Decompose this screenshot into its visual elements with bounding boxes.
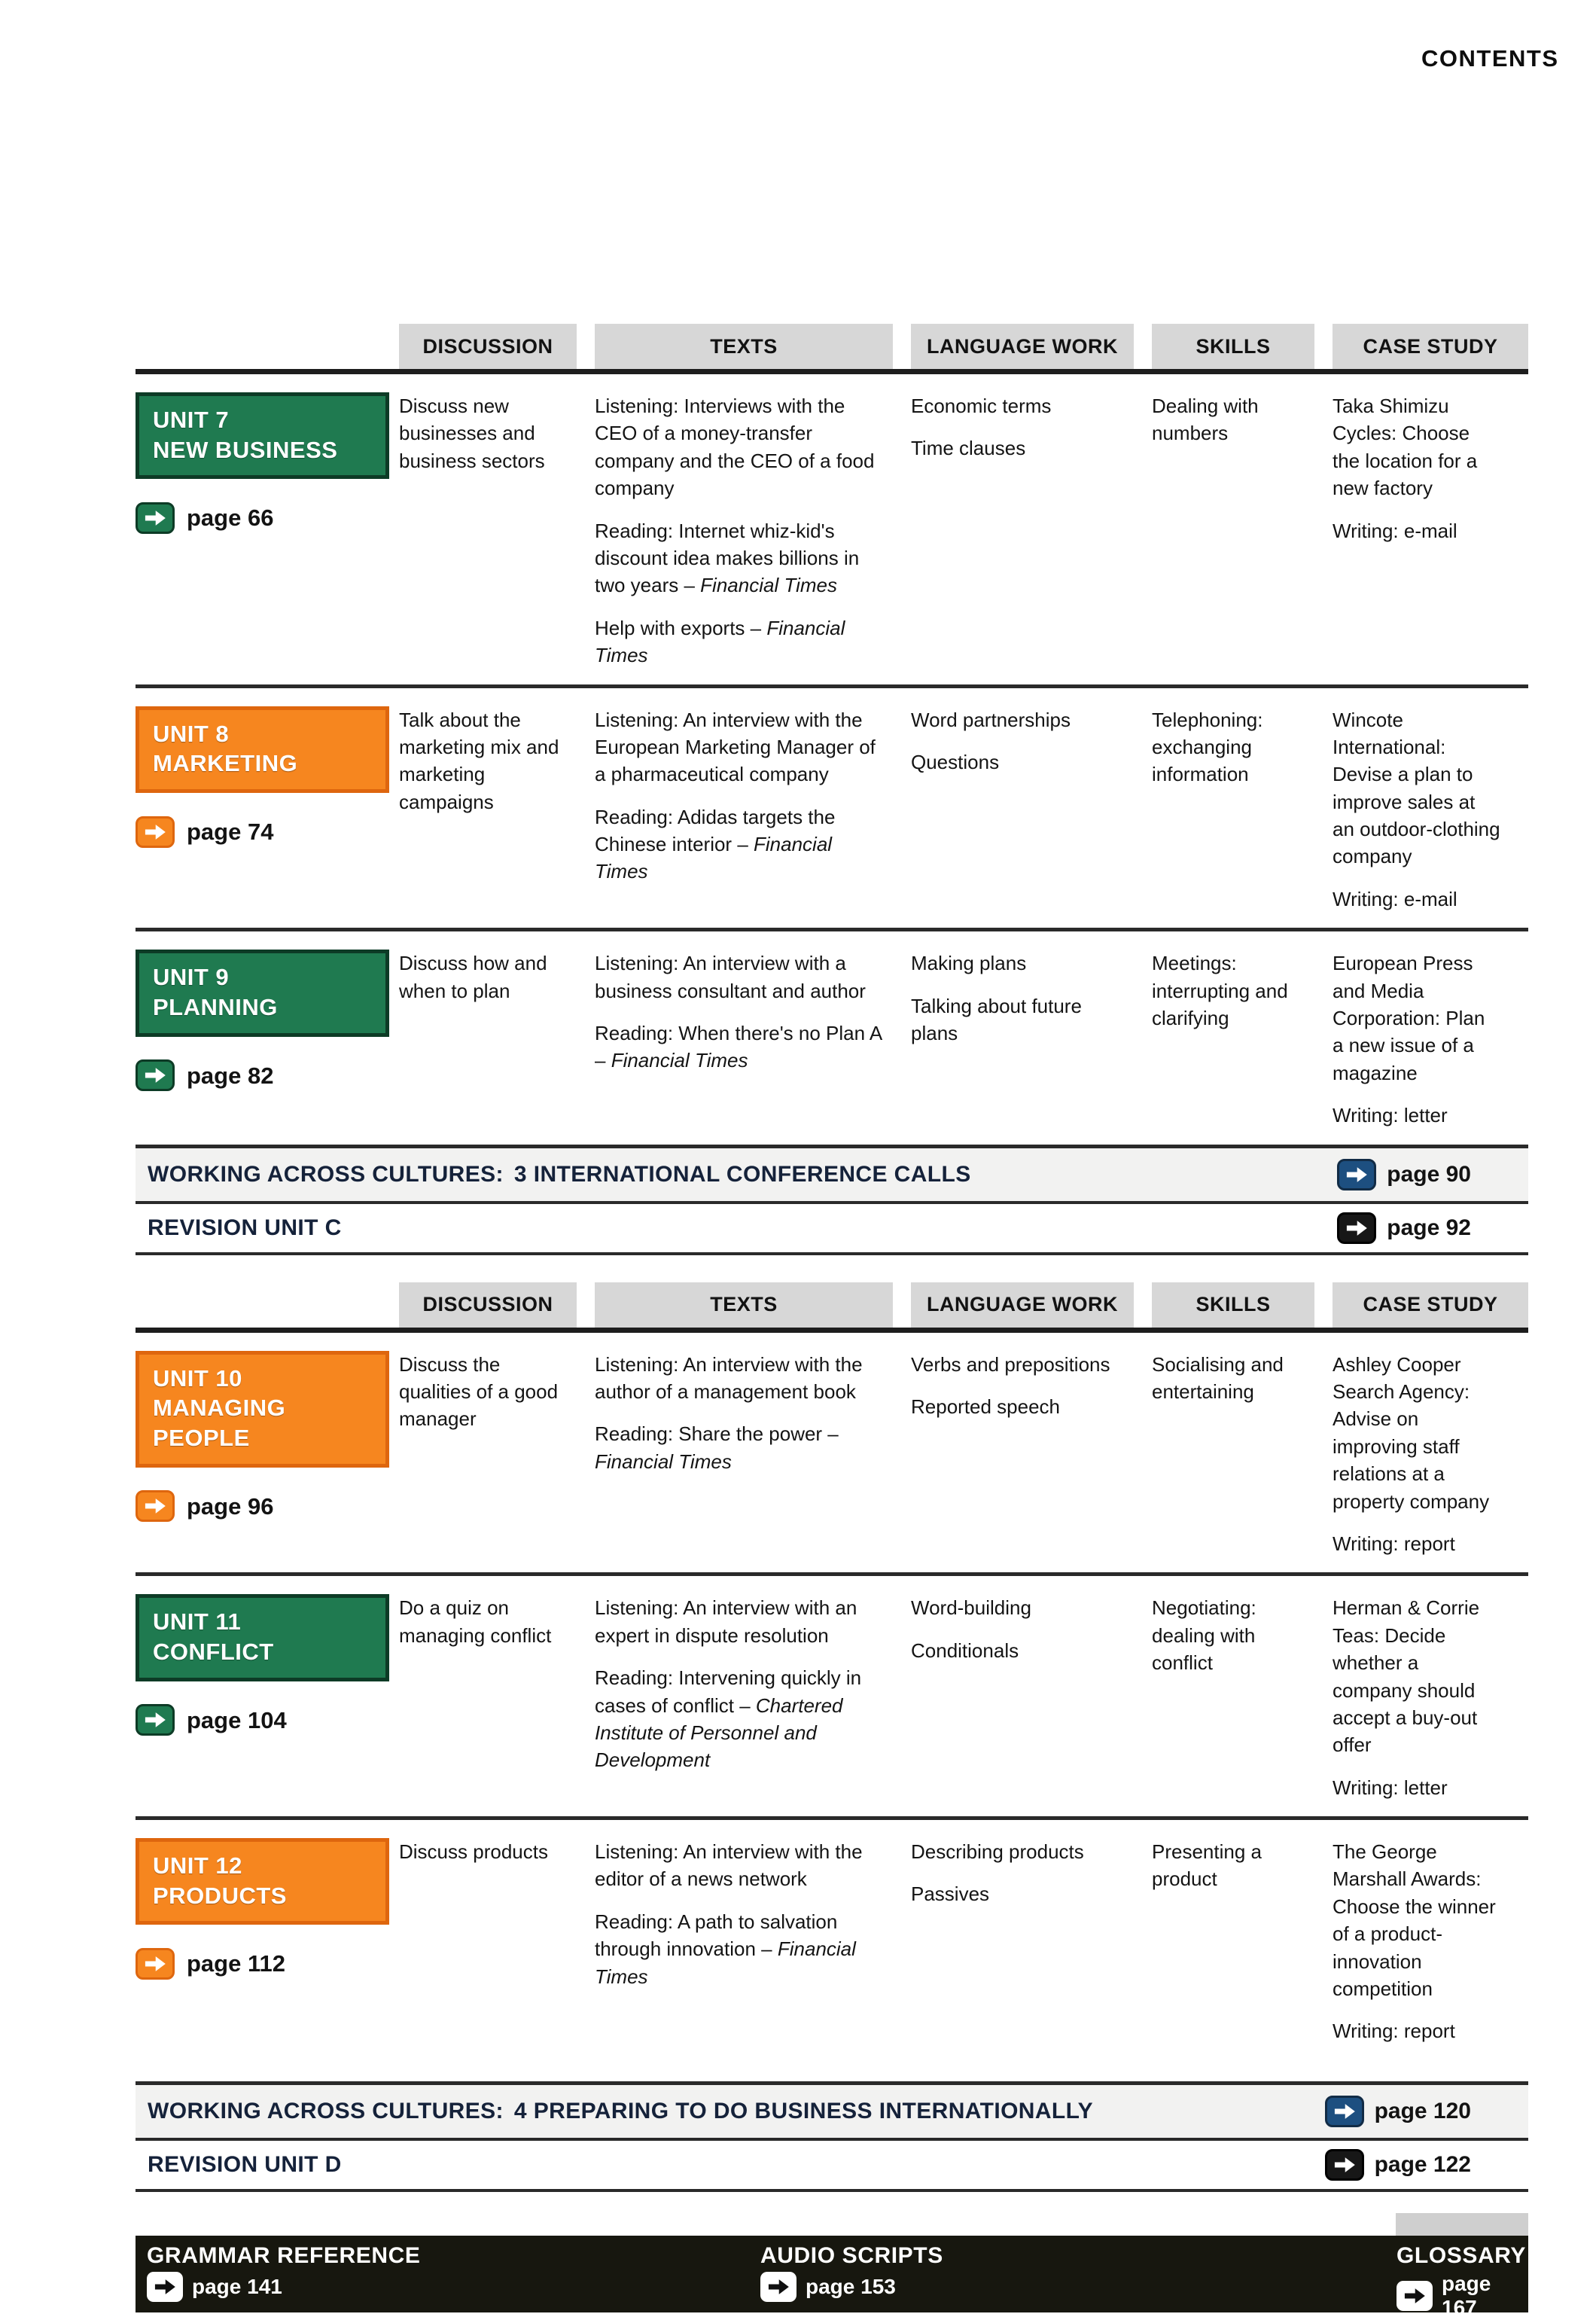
discussion-cell [399, 1351, 595, 1573]
unit-title-line: UNIT 9 [153, 964, 230, 991]
cell-paragraph: Writing: letter [1333, 1104, 1448, 1127]
section-title-main: 3 INTERNATIONAL CONFERENCE CALLS [513, 1161, 971, 1187]
column-header-skills [1152, 1282, 1314, 1328]
texts-cell [595, 1351, 911, 1573]
working-across-cultures-4-row [136, 2085, 1528, 2141]
working-across-cultures-3-row [136, 1148, 1528, 1204]
unit-title-box [136, 706, 389, 793]
case-study-cell [1333, 1351, 1528, 1573]
page-number-label: page 141 [192, 2275, 282, 2299]
cell-paragraph: Do a quiz on managing conflict [399, 1596, 552, 1647]
column-header-discussion [399, 324, 577, 369]
footer-page-link[interactable] [760, 2272, 943, 2302]
language-work-cell [911, 1594, 1152, 1816]
column-header-label: TEXTS [710, 334, 778, 358]
page-arrow-icon[interactable] [1325, 2096, 1364, 2127]
header-rule [136, 1328, 1528, 1333]
section-title [148, 1162, 971, 1187]
texts-cell [595, 392, 911, 684]
unit-title-line: PLANNING [153, 993, 278, 1020]
section-title-prefix: WORKING ACROSS CULTURES: [148, 1161, 504, 1187]
texts-cell [595, 1838, 911, 2081]
cell-paragraph: Word partnerships [911, 708, 1071, 731]
skills-cell [1152, 392, 1333, 684]
discussion-cell [399, 1838, 595, 2081]
unit-page-link[interactable] [136, 816, 372, 848]
cell-paragraph: Reading: When there's no Plan A – Financial Times [595, 1022, 882, 1072]
page-arrow-icon[interactable] [1396, 2281, 1433, 2311]
skills-cell [1152, 1594, 1333, 1816]
cell-paragraph: Talk about the marketing mix and marketing campaigns [399, 708, 559, 813]
cell-paragraph: Talking about future plans [911, 994, 1082, 1045]
section-title-main: 4 PREPARING TO DO BUSINESS INTERNATIONALLY [513, 2099, 1094, 2124]
cell-paragraph: Writing: report [1333, 2020, 1455, 2043]
cell-paragraph: Ashley Cooper Search Agency: Advise on improving staff relations at a property company [1333, 1352, 1490, 1513]
contents-table [136, 324, 1528, 2320]
page-arrow-icon[interactable] [136, 1059, 175, 1091]
column-header-label: DISCUSSION [422, 334, 553, 358]
unit-title-box [136, 392, 389, 479]
section-title: REVISION UNIT C [148, 1215, 342, 1240]
cell-paragraph: Reading: Adidas targets the Chinese interior – Financial Times [595, 805, 836, 883]
page-number-label: page 120 [1374, 2099, 1471, 2124]
cell-paragraph: Word-building [911, 1596, 1031, 1620]
cell-paragraph: Negotiating: dealing with conflict [1152, 1596, 1256, 1675]
page-number-label: page 74 [187, 818, 274, 845]
footer-audio-scripts [760, 2243, 943, 2302]
cell-paragraph: Meetings: interrupting and clarifying [1152, 952, 1288, 1030]
unit-page-link[interactable] [136, 501, 372, 534]
footer-glossary [1396, 2243, 1528, 2320]
unit-title-box [136, 1594, 389, 1681]
header-spacer [136, 1282, 399, 1328]
unit-title-line: MANAGING [153, 1395, 286, 1422]
page-number-label: page 92 [1387, 1215, 1471, 1240]
unit-page-link[interactable] [136, 1947, 372, 1980]
cell-paragraph: Verbs and prepositions [911, 1352, 1110, 1376]
cell-paragraph: Reading: Internet whiz-kid's discount idea makes billions in two years – Financial Times [595, 519, 860, 597]
unit-row [136, 374, 1528, 688]
section-title: REVISION UNIT D [148, 2152, 342, 2178]
page-arrow-icon[interactable] [136, 1704, 175, 1736]
cell-paragraph: Discuss how and when to plan [399, 952, 547, 1002]
unit-title-line: UNIT 10 [153, 1364, 242, 1392]
cell-paragraph: Making plans [911, 952, 1027, 975]
revision-unit-c-row [136, 1204, 1528, 1255]
texts-cell [595, 950, 911, 1144]
cell-paragraph: Economic terms [911, 395, 1052, 417]
column-header-language-work [911, 324, 1134, 369]
unit-title-line: NEW BUSINESS [153, 436, 338, 463]
unit-row [136, 688, 1528, 932]
skills-cell [1152, 1838, 1333, 2081]
unit-title-box [136, 950, 389, 1036]
unit-cell [136, 392, 399, 684]
footer-label: GLOSSARY [1396, 2243, 1527, 2269]
header-spacer [136, 324, 399, 369]
footer-grammar-reference [147, 2243, 421, 2302]
cell-paragraph: Discuss new businesses and business sectors [399, 395, 545, 472]
unit-cell [136, 1351, 399, 1573]
unit-cell [136, 706, 399, 928]
unit-rows-group-1 [136, 374, 1528, 1148]
footer-gray-tab [1396, 2213, 1528, 2236]
cell-paragraph: Listening: An interview with the author of a management book [595, 1352, 863, 1403]
case-study-cell [1333, 392, 1528, 684]
cell-paragraph: Discuss the qualities of a good manager [399, 1352, 559, 1431]
language-work-cell [911, 392, 1152, 684]
cell-paragraph: Wincote International: Devise a plan to improve sales at an outdoor-clothing company [1333, 708, 1500, 868]
section-page-link[interactable] [1337, 1159, 1471, 1190]
page-arrow-icon[interactable] [136, 1948, 175, 1980]
column-header-label: CASE STUDY [1363, 334, 1498, 358]
cell-paragraph: The George Marshall Awards: Choose the winner of a product-innovation competition [1333, 1840, 1496, 2001]
cell-paragraph: Time clauses [911, 437, 1026, 460]
language-work-cell [911, 1351, 1152, 1573]
unit-title-line: CONFLICT [153, 1639, 274, 1665]
unit-title-box [136, 1838, 389, 1925]
cell-paragraph: European Press and Media Corporation: Plan a new issue of a magazine [1333, 952, 1485, 1084]
case-study-cell [1333, 950, 1528, 1144]
unit-row [136, 1576, 1528, 1820]
page-arrow-icon[interactable] [136, 502, 175, 534]
language-work-cell [911, 950, 1152, 1144]
unit-cell [136, 1838, 399, 2081]
unit-page-link[interactable] [136, 1704, 372, 1736]
unit-title-line: UNIT 12 [153, 1852, 242, 1879]
texts-cell [595, 706, 911, 928]
column-header-label: SKILLS [1195, 334, 1271, 358]
column-header-texts [595, 324, 893, 369]
page-number-label: page 82 [187, 1062, 274, 1089]
cell-paragraph: Writing: letter [1333, 1776, 1448, 1799]
unit-title-line: PRODUCTS [153, 1882, 287, 1909]
page-number-label: page 167 [1442, 2272, 1491, 2320]
page-number-label: page 66 [187, 505, 274, 532]
cell-paragraph: Listening: An interview with the European Marketing Manager of a pharmaceutical company [595, 708, 876, 786]
case-study-cell [1333, 706, 1528, 928]
page-number-label: page 96 [187, 1492, 274, 1520]
cell-paragraph: Reported speech [911, 1395, 1061, 1418]
unit-title-line: UNIT 11 [153, 1608, 242, 1636]
cell-paragraph: Dealing with numbers [1152, 395, 1259, 445]
language-work-cell [911, 706, 1152, 928]
page-arrow-icon[interactable] [136, 1490, 175, 1522]
cell-paragraph: Conditionals [911, 1639, 1019, 1662]
page-number-label: page 122 [1374, 2152, 1471, 2178]
unit-page-link[interactable] [136, 1059, 372, 1092]
column-header-row [136, 1282, 1528, 1333]
unit-title-box [136, 1351, 389, 1468]
page-arrow-icon[interactable] [1337, 1159, 1376, 1190]
page-title: CONTENTS [1421, 45, 1559, 72]
skills-cell [1152, 950, 1333, 1144]
unit-title-line: UNIT 7 [153, 407, 230, 433]
case-study-cell [1333, 1594, 1528, 1816]
column-header-case-study [1333, 324, 1528, 369]
page-number-label: page 153 [806, 2275, 896, 2299]
unit-title-line: PEOPLE [153, 1424, 250, 1451]
column-header-language-work [911, 1282, 1134, 1328]
cell-paragraph: Describing products [911, 1840, 1084, 1864]
discussion-cell [399, 1594, 595, 1816]
unit-cell [136, 950, 399, 1144]
page-number-label: page 104 [187, 1706, 287, 1733]
cell-paragraph: Discuss products [399, 1840, 548, 1864]
unit-cell [136, 1594, 399, 1816]
section-title [148, 2099, 1093, 2124]
column-header-label: CASE STUDY [1363, 1293, 1498, 1316]
cell-paragraph: Writing: e-mail [1333, 519, 1457, 542]
unit-page-link[interactable] [136, 1490, 372, 1523]
cell-paragraph: Telephoning: exchanging information [1152, 708, 1263, 786]
skills-cell [1152, 706, 1333, 928]
column-header-label: LANGUAGE WORK [927, 334, 1118, 358]
case-study-cell [1333, 1838, 1528, 2081]
cell-paragraph: Listening: An interview with the editor of a news network [595, 1840, 863, 1891]
discussion-cell [399, 706, 595, 928]
cell-paragraph: Listening: Interviews with the CEO of a money-transfer company and the CEO of a food company [595, 395, 875, 500]
section-page-link[interactable] [1325, 2096, 1471, 2127]
discussion-cell [399, 950, 595, 1144]
cell-paragraph: Help with exports – Financial Times [595, 616, 845, 667]
cell-paragraph: Reading: A path to salvation through innovation – Financial Times [595, 1910, 856, 1988]
page-arrow-icon[interactable] [1325, 2149, 1364, 2181]
section-page-link[interactable] [1337, 1212, 1471, 1244]
column-header-case-study [1333, 1282, 1528, 1328]
cell-paragraph: Writing: report [1333, 1532, 1455, 1555]
footer-page-link[interactable] [1396, 2272, 1528, 2320]
column-header-texts [595, 1282, 893, 1328]
cell-paragraph: Listening: An interview with an expert in dispute resolution [595, 1596, 857, 1647]
column-header-label: DISCUSSION [422, 1293, 553, 1316]
page-number-label: page 112 [187, 1950, 285, 1977]
unit-title-line: UNIT 8 [153, 720, 230, 747]
section-title-prefix: WORKING ACROSS CULTURES: [148, 2099, 504, 2124]
cell-paragraph: Reading: Share the power – Financial Times [595, 1422, 839, 1473]
column-header-row [136, 324, 1528, 374]
unit-row [136, 931, 1528, 1148]
page-arrow-icon[interactable] [1337, 1212, 1376, 1244]
cell-paragraph: Herman & Corrie Teas: Decide whether a company should accept a buy-out offer [1333, 1596, 1480, 1757]
column-header-label: SKILLS [1195, 1293, 1271, 1316]
cell-paragraph: Questions [911, 750, 1000, 773]
cell-paragraph: Reading: Intervening quickly in cases of conflict – Chartered Institute of Personnel and Development [595, 1666, 862, 1772]
footer-page-link[interactable] [147, 2272, 421, 2302]
texts-cell [595, 1594, 911, 1816]
cell-paragraph: Taka Shimizu Cycles: Choose the location for a new factory [1333, 395, 1478, 500]
skills-cell [1152, 1351, 1333, 1573]
column-header-skills [1152, 324, 1314, 369]
footer-label: AUDIO SCRIPTS [760, 2243, 943, 2269]
header-rule [136, 369, 1528, 374]
discussion-cell [399, 392, 595, 684]
language-work-cell [911, 1838, 1152, 2081]
cell-paragraph: Listening: An interview with a business consultant and author [595, 952, 866, 1002]
page-arrow-icon[interactable] [136, 816, 175, 848]
page-arrow-icon[interactable] [147, 2272, 183, 2302]
column-header-discussion [399, 1282, 577, 1328]
unit-row [136, 1333, 1528, 1577]
cell-paragraph: Writing: e-mail [1333, 887, 1457, 910]
cell-paragraph: Presenting a product [1152, 1840, 1262, 1891]
page-number-label: page 90 [1387, 1161, 1471, 1187]
revision-unit-d-row [136, 2141, 1528, 2192]
unit-title-line: MARKETING [153, 750, 298, 777]
cell-paragraph: Passives [911, 1883, 990, 1906]
footer-label: GRAMMAR REFERENCE [147, 2243, 421, 2269]
column-header-label: LANGUAGE WORK [927, 1293, 1118, 1316]
footer-bar [136, 2236, 1528, 2320]
unit-row [136, 1820, 1528, 2085]
cell-paragraph: Socialising and entertaining [1152, 1352, 1284, 1403]
column-header-label: TEXTS [710, 1293, 778, 1316]
section-page-link[interactable] [1325, 2149, 1471, 2181]
unit-rows-group-2 [136, 1333, 1528, 2085]
page-arrow-icon[interactable] [760, 2272, 796, 2302]
